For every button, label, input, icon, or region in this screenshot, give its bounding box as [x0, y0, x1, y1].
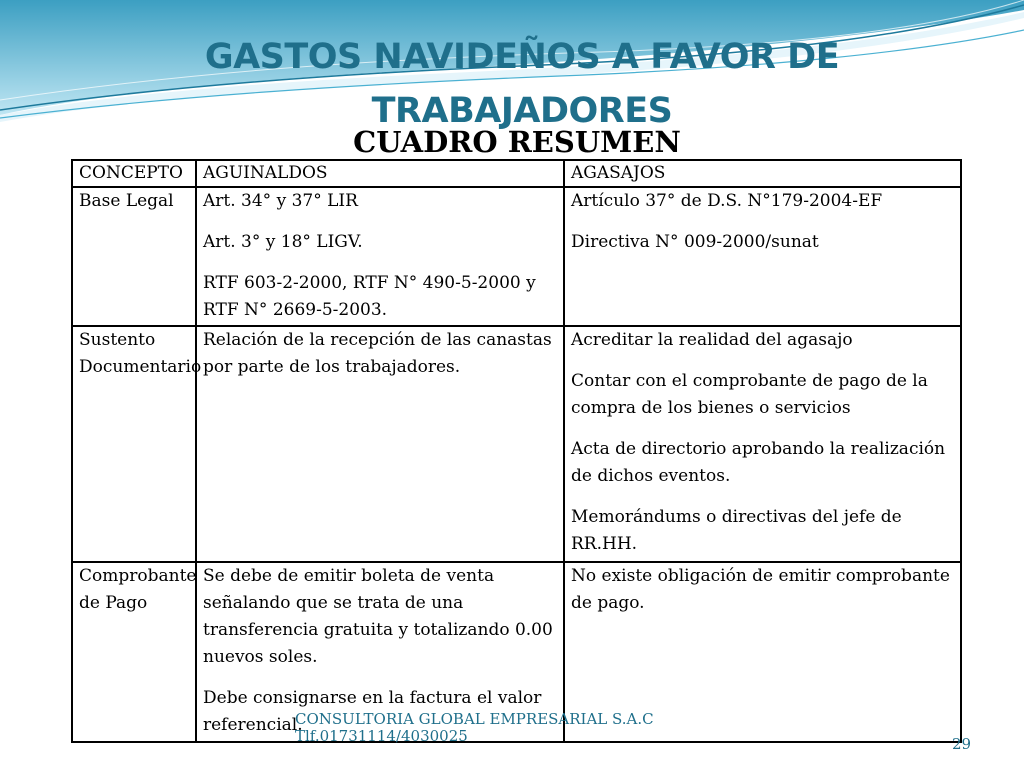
cell-paragraph: RTF 603-2-2000, RTF N° 490-5-2000 y RTF N° 2669-5-2003.	[203, 273, 536, 320]
table-row	[72, 326, 961, 562]
cell-paragraph: Directiva N° 009-2000/sunat	[571, 232, 819, 252]
cell-paragraph: Contar con el comprobante de pago de la compra de los bienes o servicios	[571, 371, 928, 418]
aguinaldos-cell	[196, 326, 564, 562]
page-number: 29	[952, 735, 972, 753]
cell-paragraph: Debe consignarse en la factura el valor referencial.	[203, 688, 542, 735]
header-agasajos: AGASAJOS	[564, 160, 961, 187]
cell-paragraph: Acta de directorio aprobando la realización de dichos eventos.	[571, 439, 946, 486]
agasajos-cell	[564, 326, 961, 562]
cell-paragraph: Art. 34° y 37° LIR	[203, 191, 358, 211]
header-concepto: CONCEPTO	[72, 160, 196, 187]
footer-company-name: CONSULTORIA GLOBAL EMPRESARIAL S.A.C	[295, 710, 654, 728]
aguinaldos-cell	[196, 187, 564, 326]
summary-table	[71, 159, 962, 743]
header-aguinaldos: AGUINALDOS	[196, 160, 564, 187]
table-header-row	[72, 160, 961, 187]
cell-paragraph: Memorándums o directivas del jefe de RR.HH.	[571, 507, 902, 554]
cell-paragraph: Se debe de emitir boleta de venta señalando que se trata de una transferencia gratuita y totalizando 0.00 nuevos soles.	[203, 566, 553, 667]
cell-paragraph: No existe obligación de emitir comprobante de pago.	[571, 566, 950, 613]
title-line-1: GASTOS NAVIDEÑOS A FAVOR DE	[204, 37, 840, 77]
concept-cell: Base Legal	[72, 187, 196, 326]
agasajos-cell	[564, 187, 961, 326]
footer-phone: Tlf.01731114/4030025	[295, 727, 468, 745]
cell-paragraph: Relación de la recepción de las canastas por parte de los trabajadores.	[203, 330, 552, 377]
footer-company	[295, 711, 654, 745]
concept-cell: Sustento Documentario	[72, 326, 196, 562]
concept-cell: Comprobante de Pago	[72, 562, 196, 742]
page-subtitle: CUADRO RESUMEN	[353, 125, 681, 159]
page-title	[0, 30, 1024, 138]
title-line-2: TRABAJADORES	[371, 91, 673, 131]
cell-paragraph: Artículo 37° de D.S. N°179-2004-EF	[571, 191, 883, 211]
cell-paragraph: Acreditar la realidad del agasajo	[571, 330, 853, 350]
cell-paragraph: Art. 3° y 18° LIGV.	[203, 232, 363, 252]
table-row	[72, 187, 961, 326]
